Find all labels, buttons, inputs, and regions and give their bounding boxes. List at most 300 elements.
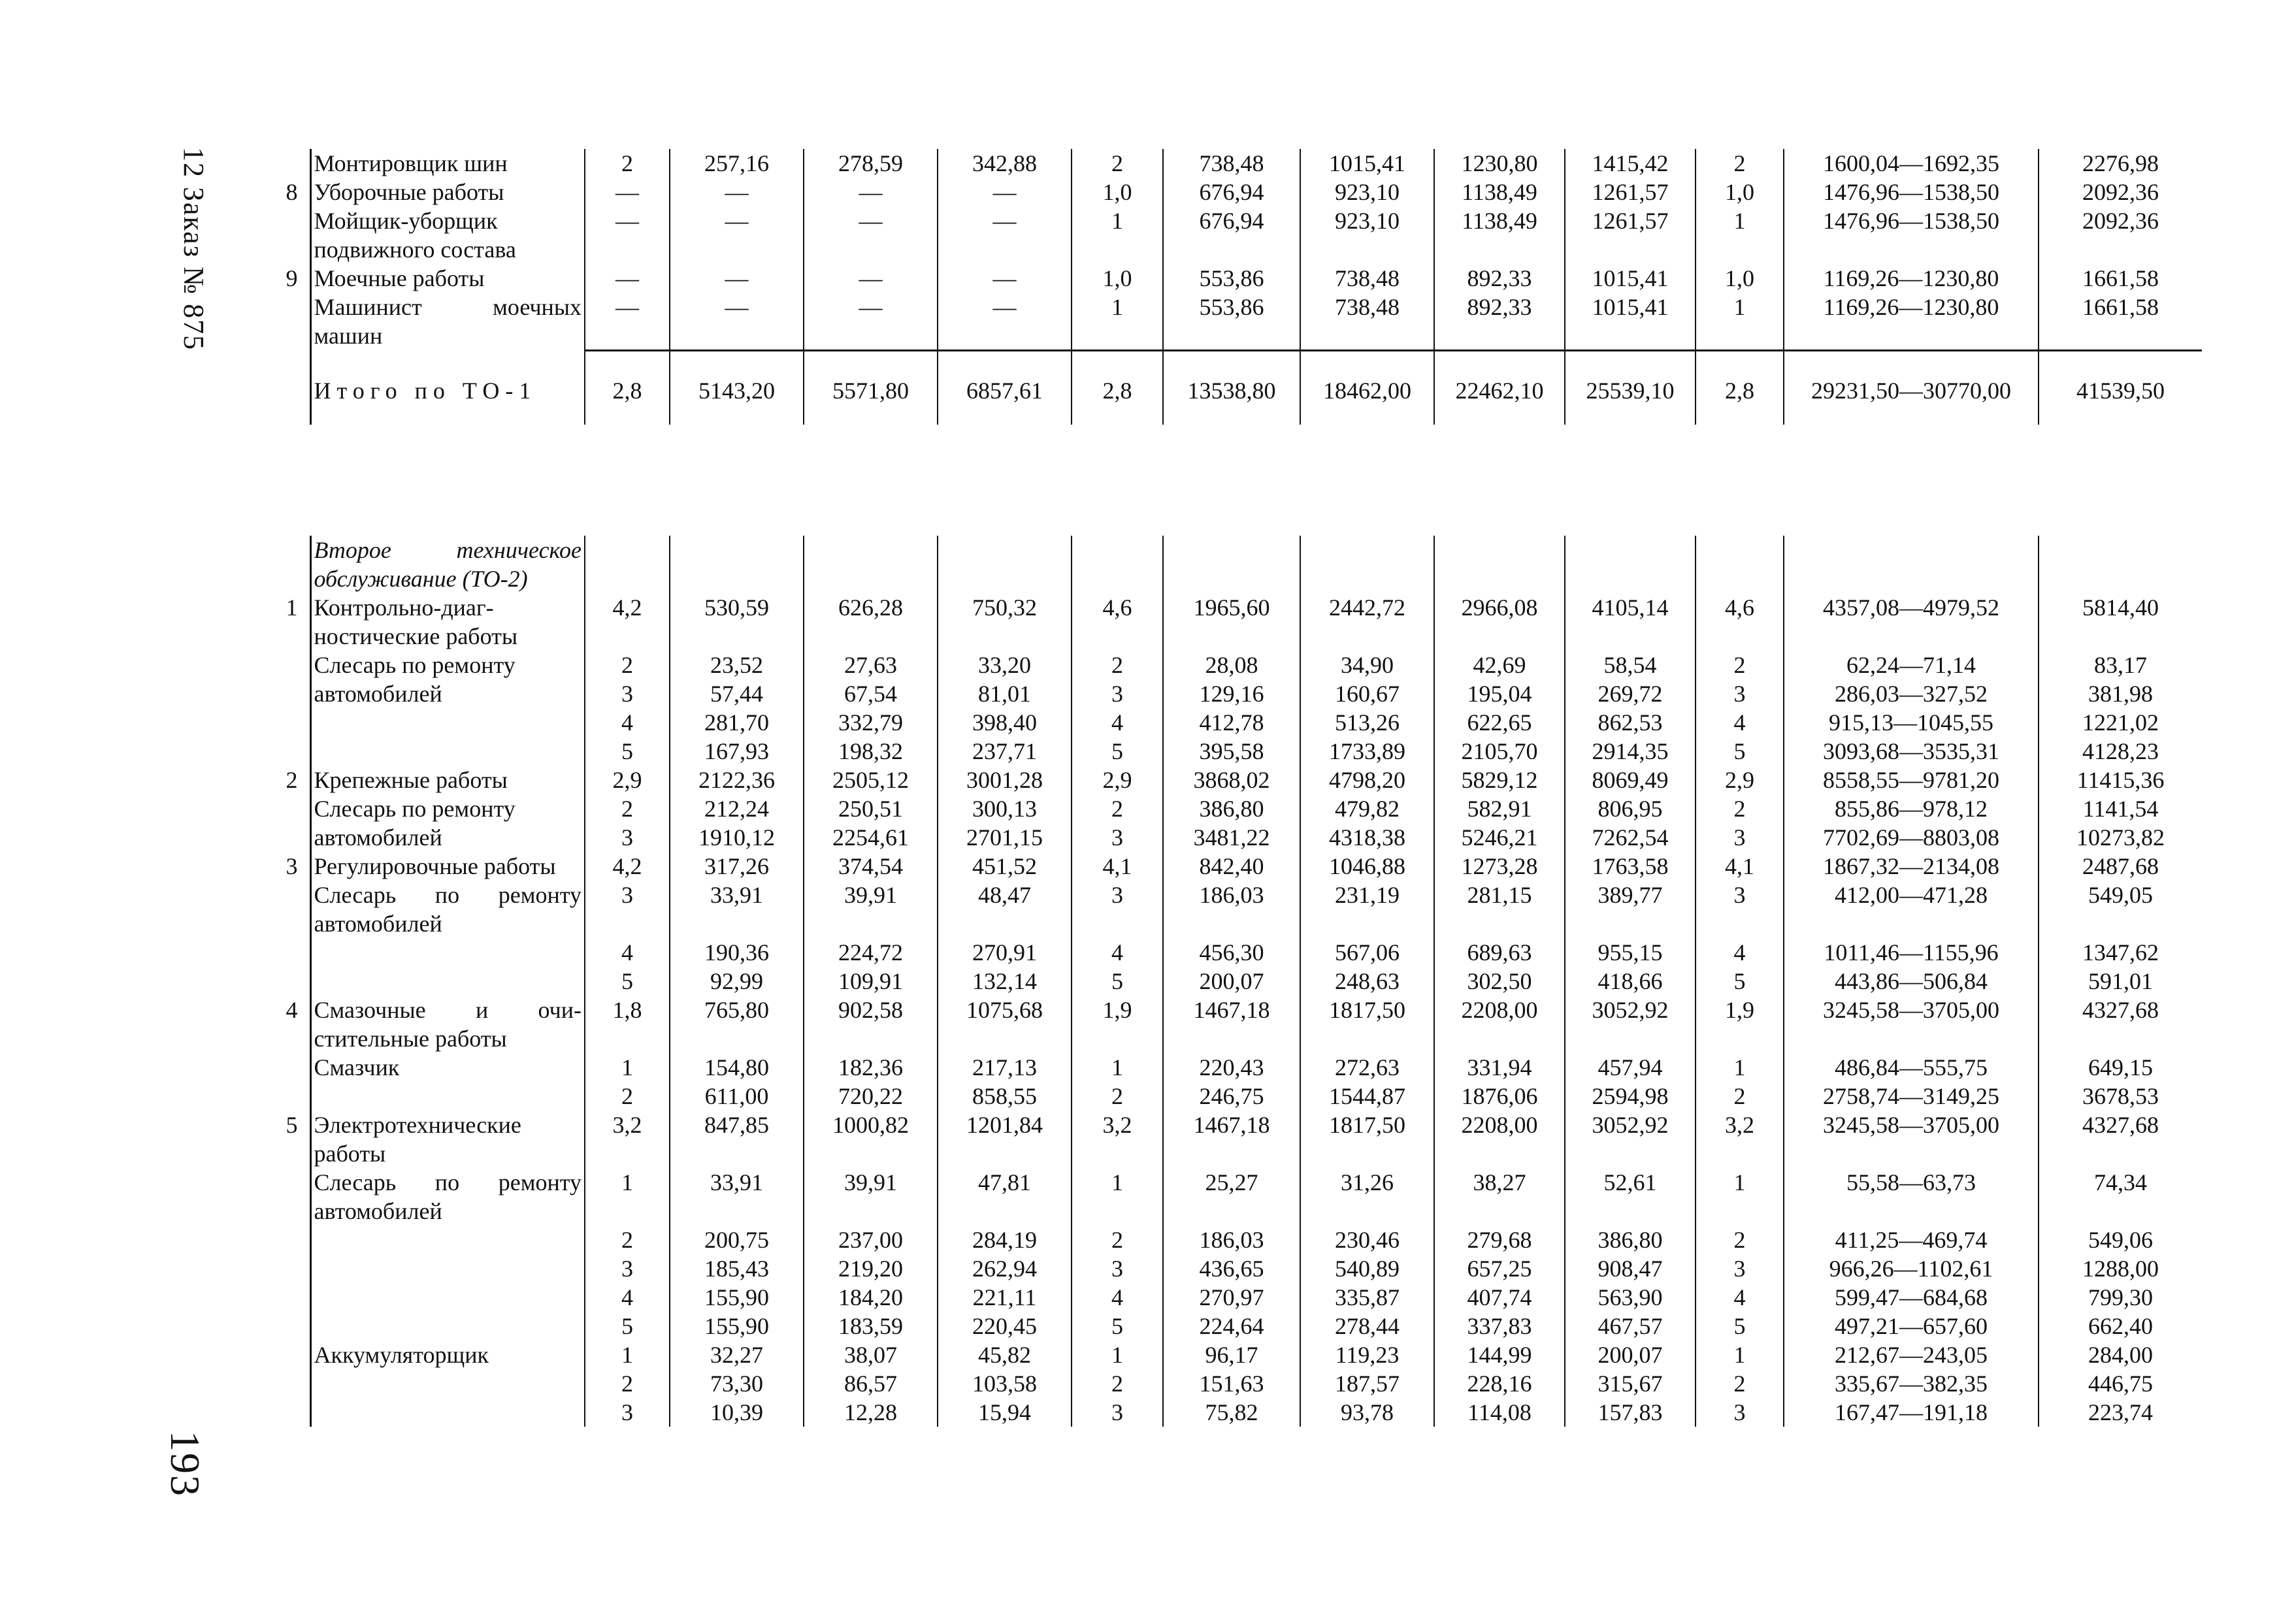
row-label: Моечные работы (310, 264, 585, 293)
table-row (248, 737, 2202, 766)
table-cell: 720,22 (804, 1082, 938, 1111)
table-cell: 1,0 (1072, 264, 1163, 293)
table-cell: 738,48 (1163, 149, 1300, 178)
table-cell: 284,00 (2039, 1340, 2202, 1369)
table-cell: 195,04 (1434, 679, 1565, 708)
table-cell: 3 (1072, 679, 1163, 708)
table-cell: 12,28 (804, 1398, 938, 1427)
table-cell: 1 (1696, 1340, 1784, 1369)
table-cell: 1476,96—1538,50 (1784, 178, 2039, 206)
row-label: автомобилей (310, 679, 585, 708)
table-cell: 332,79 (804, 708, 938, 737)
row-number: 2 (286, 767, 298, 793)
table-cell: 183,59 (804, 1312, 938, 1340)
table-cell: 2594,98 (1565, 1082, 1696, 1111)
row-number (248, 938, 310, 967)
table-cell: — (804, 206, 938, 264)
table-row (248, 593, 2202, 651)
table-cell: 155,90 (670, 1283, 804, 1312)
table-cell: 1 (1696, 1168, 1784, 1226)
table-cell: 25539,10 (1565, 367, 1696, 425)
row-number (248, 206, 310, 264)
table-cell: 4327,68 (2039, 996, 2202, 1053)
table-cell: 103,58 (938, 1369, 1072, 1398)
table-cell: 2,8 (585, 367, 670, 425)
table-row (248, 679, 2202, 708)
table-cell: 412,78 (1163, 708, 1300, 737)
table-cell: 33,91 (670, 1168, 804, 1226)
table-to1 (248, 149, 2202, 425)
table-cell: 5 (1072, 967, 1163, 996)
table-cell: 114,08 (1434, 1398, 1565, 1427)
table-row (248, 206, 2202, 264)
row-number (248, 794, 310, 823)
table-cell: 923,10 (1300, 178, 1434, 206)
table-cell: 2505,12 (804, 766, 938, 794)
table-cell: 185,43 (670, 1254, 804, 1283)
table-cell: 154,80 (670, 1053, 804, 1082)
table-cell: 109,91 (804, 967, 938, 996)
table-cell: 224,72 (804, 938, 938, 967)
table-cell: 2,9 (1696, 766, 1784, 794)
table-cell: 13538,80 (1163, 367, 1300, 425)
table-row (248, 149, 2202, 178)
table-cell: 200,75 (670, 1226, 804, 1254)
table-cell: 11415,36 (2039, 766, 2202, 794)
table-row (248, 1254, 2202, 1283)
table-cell: 1261,57 (1565, 206, 1696, 264)
table-cell: 45,82 (938, 1340, 1072, 1369)
table-cell: 513,26 (1300, 708, 1434, 737)
table-cell: 93,78 (1300, 1398, 1434, 1427)
table-cell: 1733,89 (1300, 737, 1434, 766)
table-cell: 73,30 (670, 1369, 804, 1398)
table-cell: 456,30 (1163, 938, 1300, 967)
table-cell: 6857,61 (938, 367, 1072, 425)
table-cell: 1910,12 (670, 823, 804, 852)
table-row (248, 967, 2202, 996)
table-cell: 230,46 (1300, 1226, 1434, 1254)
table-cell: 58,54 (1565, 651, 1696, 679)
table-cell: 220,43 (1163, 1053, 1300, 1082)
row-label (310, 1254, 585, 1283)
row-label: Контрольно-диагностические работы (310, 593, 585, 651)
table-cell: 892,33 (1434, 293, 1565, 350)
table-cell: 28,08 (1163, 651, 1300, 679)
table-cell: 1347,62 (2039, 938, 2202, 967)
table-cell: 212,67—243,05 (1784, 1340, 2039, 1369)
table-cell: 281,70 (670, 708, 804, 737)
table-cell: 5814,40 (2039, 593, 2202, 651)
table-cell: 2758,74—3149,25 (1784, 1082, 2039, 1111)
row-label: Аккумуляторщик (310, 1340, 585, 1369)
table-row (248, 1369, 2202, 1398)
table-cell: 842,40 (1163, 852, 1300, 881)
table-cell: 190,36 (670, 938, 804, 967)
table-cell: 270,91 (938, 938, 1072, 967)
table-cell: 31,26 (1300, 1168, 1434, 1226)
row-label (310, 1369, 585, 1398)
table-cell: 4 (1072, 708, 1163, 737)
table-cell: 1817,50 (1300, 996, 1434, 1053)
row-number (248, 1053, 310, 1082)
table-cell: 55,58—63,73 (1784, 1168, 2039, 1226)
table-cell: 4128,23 (2039, 737, 2202, 766)
row-label: Крепежные работы (310, 766, 585, 794)
row-number (248, 1226, 310, 1254)
table-cell: 2276,98 (2039, 149, 2202, 178)
table-cell: 47,81 (938, 1168, 1072, 1226)
table-cell: 1201,84 (938, 1111, 1072, 1168)
row-number (248, 967, 310, 996)
table-cell: 3052,92 (1565, 1111, 1696, 1168)
table-cell: 3001,28 (938, 766, 1072, 794)
table-cell: 1 (1072, 206, 1163, 264)
table-cell: 3 (1072, 1398, 1163, 1427)
row-label: Слесарь по ремонту автомобилей (310, 1168, 585, 1226)
table-cell: 212,24 (670, 794, 804, 823)
row-number (248, 651, 310, 679)
row-number (248, 881, 310, 938)
table-cell: 4327,68 (2039, 1111, 2202, 1168)
table-cell: 278,59 (804, 149, 938, 178)
table-cell: 220,45 (938, 1312, 1072, 1340)
table-cell: 1169,26—1230,80 (1784, 293, 2039, 350)
table-cell: 4357,08—4979,52 (1784, 593, 2039, 651)
table-to2 (248, 536, 2202, 1427)
table-cell: 1221,02 (2039, 708, 2202, 737)
row-label: Смазчик (310, 1053, 585, 1082)
row-label (310, 708, 585, 737)
table-cell: 2 (585, 1082, 670, 1111)
table-cell: 398,40 (938, 708, 1072, 737)
table-cell: 2254,61 (804, 823, 938, 852)
table-cell: 549,05 (2039, 881, 2202, 938)
table-cell: 5829,12 (1434, 766, 1565, 794)
table-cell: 2914,35 (1565, 737, 1696, 766)
table-cell: 1876,06 (1434, 1082, 1565, 1111)
table-cell: 2 (585, 1369, 670, 1398)
table-cell: — (938, 293, 1072, 350)
table-cell: 4 (585, 1283, 670, 1312)
table-row (248, 823, 2202, 852)
table-cell: 2966,08 (1434, 593, 1565, 651)
table-cell: 2 (1696, 1226, 1784, 1254)
table-cell: 806,95 (1565, 794, 1696, 823)
table-cell: 5 (1696, 967, 1784, 996)
table-cell: 1015,41 (1565, 293, 1696, 350)
row-number (248, 708, 310, 737)
table-cell: 3 (1696, 881, 1784, 938)
table-cell: 915,13—1045,55 (1784, 708, 2039, 737)
table-cell: 119,23 (1300, 1340, 1434, 1369)
table-cell: 2,9 (585, 766, 670, 794)
table-cell: 246,75 (1163, 1082, 1300, 1111)
row-number (248, 1340, 310, 1369)
table-row (248, 1053, 2202, 1082)
table-row (248, 1398, 2202, 1427)
row-number: 4 (286, 997, 298, 1023)
table-cell: 96,17 (1163, 1340, 1300, 1369)
table-cell: 689,63 (1434, 938, 1565, 967)
table-cell: — (670, 178, 804, 206)
table-cell: 2 (1696, 1082, 1784, 1111)
table-cell: 5143,20 (670, 367, 804, 425)
row-number: 1 (286, 594, 298, 621)
table-cell: 389,77 (1565, 881, 1696, 938)
table-cell: 1,8 (585, 996, 670, 1053)
table-row (248, 1168, 2202, 1226)
row-label: Мойщик-уборщик подвижного состава (310, 206, 585, 264)
table-cell: 132,14 (938, 967, 1072, 996)
table-cell: 29231,50—30770,00 (1784, 367, 2039, 425)
table-cell: 902,58 (804, 996, 938, 1053)
table-cell: 4,2 (585, 593, 670, 651)
table-cell: 155,90 (670, 1312, 804, 1340)
table-cell: 443,86—506,84 (1784, 967, 2039, 996)
table-cell: 2487,68 (2039, 852, 2202, 881)
table-cell: 269,72 (1565, 679, 1696, 708)
table-cell: 48,47 (938, 881, 1072, 938)
row-number (248, 737, 310, 766)
table-cell: 4,6 (1072, 593, 1163, 651)
table-cell: 3481,22 (1163, 823, 1300, 852)
table-cell: 5 (1696, 1312, 1784, 1340)
table-row (248, 651, 2202, 679)
table-cell: 284,19 (938, 1226, 1072, 1254)
table-row (248, 708, 2202, 737)
table-cell: 4,6 (1696, 593, 1784, 651)
table-cell: 15,94 (938, 1398, 1072, 1427)
table-cell: 3 (1072, 881, 1163, 938)
table-cell: 167,47—191,18 (1784, 1398, 2039, 1427)
table-cell: 374,54 (804, 852, 938, 881)
table-cell: 530,59 (670, 593, 804, 651)
row-label: Электротехнические работы (310, 1111, 585, 1168)
table-cell: 1544,87 (1300, 1082, 1434, 1111)
table-cell: 862,53 (1565, 708, 1696, 737)
table-cell: — (585, 206, 670, 264)
table-cell: 847,85 (670, 1111, 804, 1168)
table-cell: 1,0 (1072, 178, 1163, 206)
row-number: 5 (286, 1112, 298, 1138)
table-cell: 479,82 (1300, 794, 1434, 823)
table-cell: 1 (585, 1168, 670, 1226)
table-row (248, 1312, 2202, 1340)
row-label (310, 737, 585, 766)
table-cell: 599,47—684,68 (1784, 1283, 2039, 1312)
table-cell: 157,83 (1565, 1398, 1696, 1427)
row-label (310, 1082, 585, 1111)
table-cell: 436,65 (1163, 1254, 1300, 1283)
table-cell: 662,40 (2039, 1312, 2202, 1340)
table-cell: 57,44 (670, 679, 804, 708)
table-cell: 591,01 (2039, 967, 2202, 996)
table-cell: 4 (1072, 1283, 1163, 1312)
table-cell: 2 (585, 651, 670, 679)
table-cell: 23,52 (670, 651, 804, 679)
page-number: 193 (162, 1431, 208, 1497)
table-row (248, 178, 2202, 206)
table-cell: 2,8 (1072, 367, 1163, 425)
row-label: Монтировщик шин (310, 149, 585, 178)
table-cell: 3,2 (1072, 1111, 1163, 1168)
table-cell: 151,63 (1163, 1369, 1300, 1398)
table-cell: 4 (1696, 1283, 1784, 1312)
table-cell: 2 (1696, 149, 1784, 178)
table-cell: 3245,58—3705,00 (1784, 996, 2039, 1053)
table-cell: 25,27 (1163, 1168, 1300, 1226)
table-cell: 200,07 (1163, 967, 1300, 996)
table-row (248, 766, 2202, 794)
table-cell: 2122,36 (670, 766, 804, 794)
row-number (248, 1168, 310, 1226)
table-cell: 892,33 (1434, 264, 1565, 293)
table-cell: 2 (1072, 651, 1163, 679)
table-cell: 622,65 (1434, 708, 1565, 737)
table-cell: — (585, 293, 670, 350)
table-row (248, 1111, 2202, 1168)
table-cell: 1288,00 (2039, 1254, 2202, 1283)
table-cell: 1,0 (1696, 264, 1784, 293)
table-cell: 86,57 (804, 1369, 938, 1398)
table-cell: 4 (585, 708, 670, 737)
table-cell: 8558,55—9781,20 (1784, 766, 2039, 794)
table-cell: 250,51 (804, 794, 938, 823)
table-cell: 281,15 (1434, 881, 1565, 938)
table-cell: — (585, 178, 670, 206)
table-cell: 2 (1696, 651, 1784, 679)
table-cell: 32,27 (670, 1340, 804, 1369)
row-number: 3 (286, 853, 298, 879)
table-cell: 300,13 (938, 794, 1072, 823)
table-cell: 1 (585, 1053, 670, 1082)
total-row (248, 367, 2202, 425)
table-cell: 3868,02 (1163, 766, 1300, 794)
table-cell: 3 (585, 881, 670, 938)
table-cell: 3 (1696, 823, 1784, 852)
table-cell: 38,27 (1434, 1168, 1565, 1226)
table-cell: 446,75 (2039, 1369, 2202, 1398)
table-cell: 1 (1696, 293, 1784, 350)
table-cell: 1476,96—1538,50 (1784, 206, 2039, 264)
row-label: автомобилей (310, 823, 585, 852)
table-cell: 1,9 (1072, 996, 1163, 1053)
row-number (248, 1398, 310, 1427)
table-cell: 1075,68 (938, 996, 1072, 1053)
table-cell: — (804, 264, 938, 293)
table-cell: 1867,32—2134,08 (1784, 852, 2039, 881)
row-label: Машинист моечных машин (310, 293, 585, 350)
table-cell: 337,83 (1434, 1312, 1565, 1340)
row-label (310, 938, 585, 967)
table-cell: 278,44 (1300, 1312, 1434, 1340)
table-cell: 955,15 (1565, 938, 1696, 967)
table-cell: 10,39 (670, 1398, 804, 1427)
table-cell: 3 (585, 679, 670, 708)
row-number (248, 1082, 310, 1111)
table-cell: 3,2 (585, 1111, 670, 1168)
table-cell: 52,61 (1565, 1168, 1696, 1226)
row-label: Слесарь по ремонту (310, 794, 585, 823)
table-cell: 418,66 (1565, 967, 1696, 996)
table-cell: 4,1 (1696, 852, 1784, 881)
table-cell: 219,20 (804, 1254, 938, 1283)
table-cell: 62,24—71,14 (1784, 651, 2039, 679)
table-cell: 395,58 (1163, 737, 1300, 766)
table-cell: 540,89 (1300, 1254, 1434, 1283)
table-cell: 5246,21 (1434, 823, 1565, 852)
section-heading: Второе техническое обслуживание (ТО-2) (310, 536, 585, 593)
table-cell: 200,07 (1565, 1340, 1696, 1369)
table-cell: 7702,69—8803,08 (1784, 823, 2039, 852)
table-cell: 908,47 (1565, 1254, 1696, 1283)
table-cell: 553,86 (1163, 293, 1300, 350)
table-cell: 4318,38 (1300, 823, 1434, 852)
table-cell: 4 (585, 938, 670, 967)
table-cell: 223,74 (2039, 1398, 2202, 1427)
table-cell: 262,94 (938, 1254, 1072, 1283)
table-cell: 855,86—978,12 (1784, 794, 2039, 823)
table-cell: 257,16 (670, 149, 804, 178)
table-cell: 129,16 (1163, 679, 1300, 708)
table-cell: 2208,00 (1434, 1111, 1565, 1168)
table-cell: 1661,58 (2039, 293, 2202, 350)
row-number (248, 1254, 310, 1283)
table-cell: 270,97 (1163, 1283, 1300, 1312)
table-cell: 457,94 (1565, 1053, 1696, 1082)
table-cell: 34,90 (1300, 651, 1434, 679)
table-cell: 237,00 (804, 1226, 938, 1254)
table-cell: 3245,58—3705,00 (1784, 1111, 2039, 1168)
table-row (248, 1283, 2202, 1312)
table-cell: 231,19 (1300, 881, 1434, 938)
table-cell: 750,32 (938, 593, 1072, 651)
row-label: Регулировочные работы (310, 852, 585, 881)
table-cell: — (670, 206, 804, 264)
row-label: Слесарь по ремонту автомобилей (310, 881, 585, 938)
table-row (248, 852, 2202, 881)
table-cell: 738,48 (1300, 264, 1434, 293)
row-label (310, 967, 585, 996)
table-cell: 3 (1696, 679, 1784, 708)
table-cell: 237,71 (938, 737, 1072, 766)
table-cell: 81,01 (938, 679, 1072, 708)
table-cell: 2 (585, 794, 670, 823)
table-cell: 1015,41 (1300, 149, 1434, 178)
table-cell: 160,67 (1300, 679, 1434, 708)
row-number (248, 367, 310, 425)
table-cell: 10273,82 (2039, 823, 2202, 852)
row-label (310, 1283, 585, 1312)
table-cell: — (670, 293, 804, 350)
row-number: 9 (286, 265, 298, 291)
table-cell: 2 (1072, 1369, 1163, 1398)
table-row (248, 794, 2202, 823)
table-cell: 2 (1072, 1082, 1163, 1111)
table-cell: 3 (1072, 823, 1163, 852)
row-number (248, 149, 310, 178)
table-cell: 1600,04—1692,35 (1784, 149, 2039, 178)
table-cell: 4105,14 (1565, 593, 1696, 651)
table-cell: 1661,58 (2039, 264, 2202, 293)
table-cell: 217,13 (938, 1053, 1072, 1082)
table-cell: 2 (585, 149, 670, 178)
table-cell: 4 (1696, 938, 1784, 967)
table-cell: 228,16 (1434, 1369, 1565, 1398)
table-cell: 1141,54 (2039, 794, 2202, 823)
table-cell: 1 (1072, 1340, 1163, 1369)
